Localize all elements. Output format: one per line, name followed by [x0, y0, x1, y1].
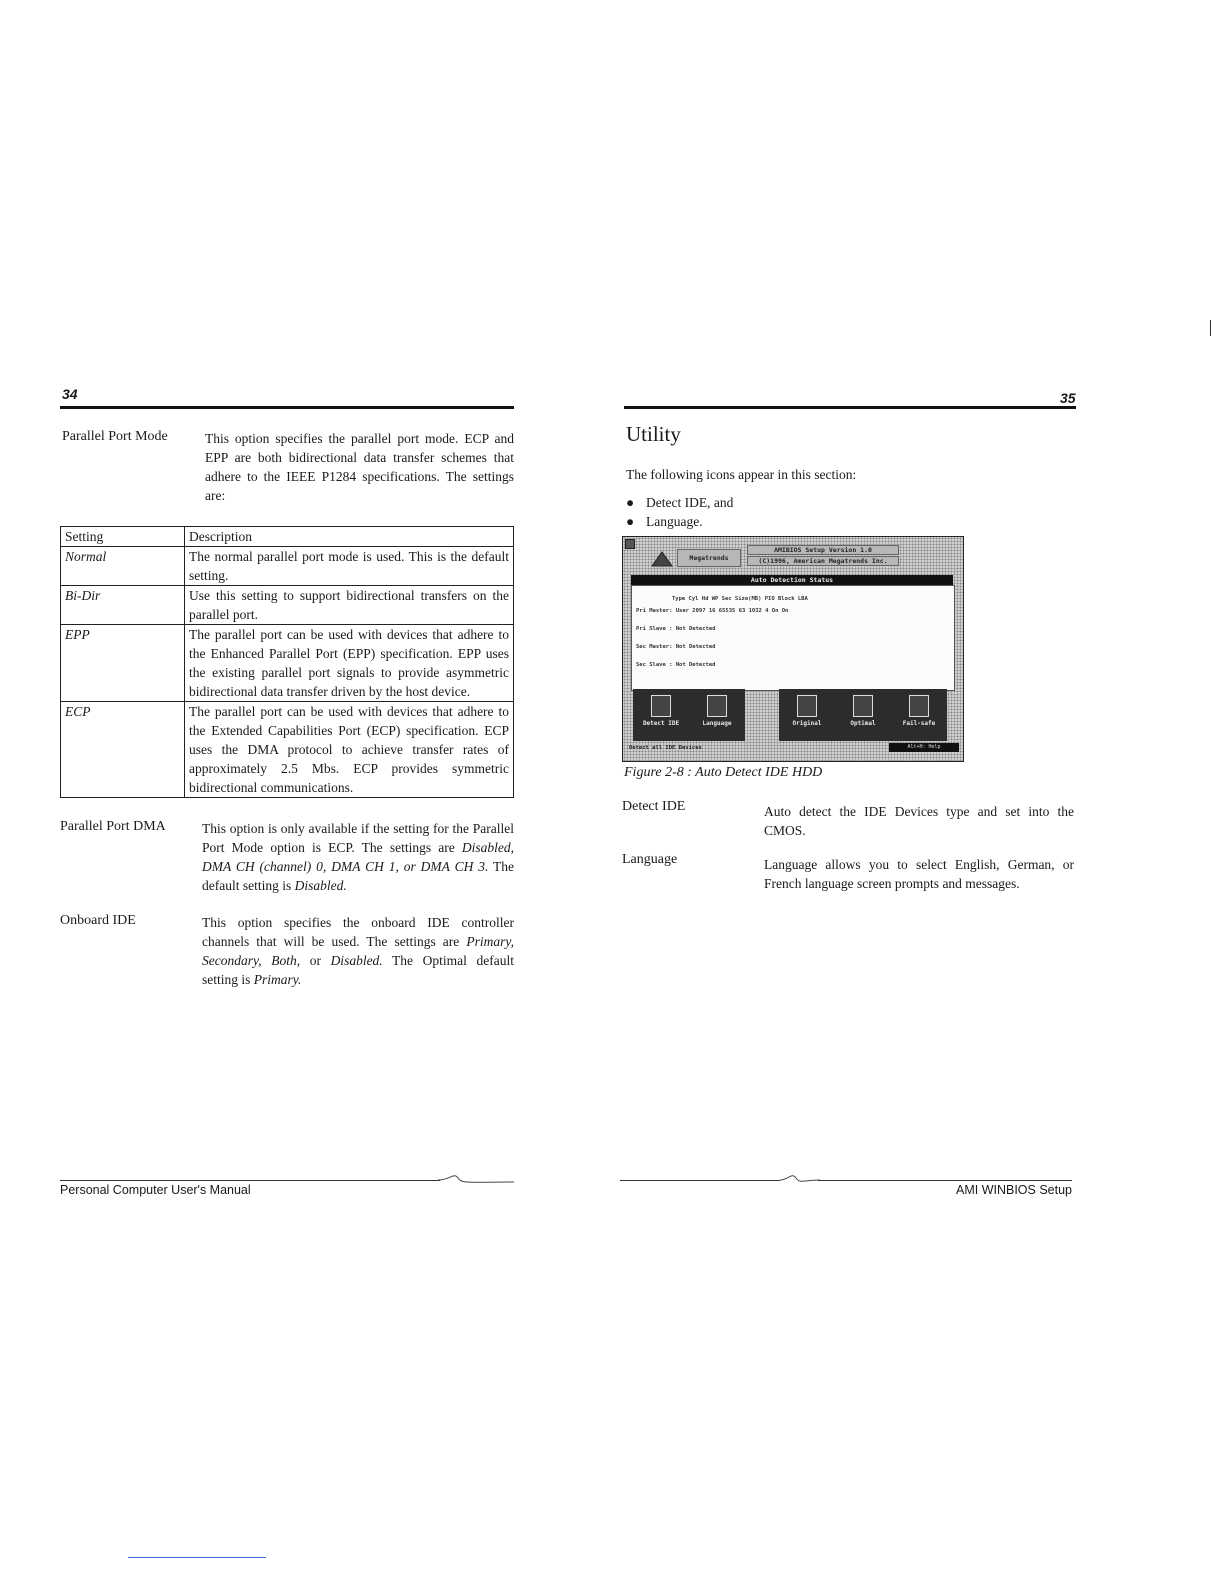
parallel-port-dma-label: Parallel Port DMA	[60, 819, 166, 834]
ide-text-part: or	[300, 953, 331, 968]
dma-text-part: The default setting is	[202, 859, 515, 893]
screen-header-right-2: (C)1996, American Megatrends Inc.	[747, 556, 899, 566]
table-header-row	[61, 527, 514, 547]
onboard-ide-text	[202, 913, 514, 989]
right-footer-rule	[620, 1180, 780, 1181]
icon-tiles	[631, 689, 953, 741]
ami-logo-icon	[651, 551, 673, 567]
status-text: Detect all IDE Devices	[629, 745, 702, 751]
help-button[interactable]: Alt+H: Help	[889, 743, 959, 752]
detect-ide-description: Auto detect the IDE Devices type and set into the CMOS.	[764, 804, 1074, 838]
dialog-row: Sec Master: Not Detected	[636, 644, 716, 650]
language-term: Language	[622, 852, 678, 867]
dialog-row: Pri Slave : Not Detected	[636, 626, 716, 632]
table-row	[61, 702, 514, 798]
section-heading: Utility	[626, 422, 681, 446]
fail-safe-icon	[909, 695, 929, 717]
settings-table	[60, 526, 514, 798]
bios-screenshot	[622, 536, 964, 762]
original-icon	[797, 695, 817, 717]
screen-header-right-1: AMIBIOS Setup Version 1.0	[747, 545, 899, 555]
table-cell-description: Use this setting to support bidirectional transfers on the parallel port.	[185, 586, 514, 625]
ide-text-part: The Optimal default setting is	[202, 953, 514, 987]
parallel-port-mode-text: This option specifies the parallel port mode. ECP and EPP are both bidirectional data transfer schemes that adhere to the IEEE P1284 specifications. The settings are:	[205, 431, 514, 503]
table-cell-setting: EPP	[61, 625, 185, 702]
tile-optimal[interactable]: Optimal	[835, 689, 891, 741]
bullet-list	[626, 493, 733, 531]
table-cell-setting: ECP	[61, 702, 185, 798]
right-footer-text: AMI WINBIOS Setup	[956, 1183, 1073, 1197]
right-page-number: 35	[1060, 390, 1076, 406]
tile-original[interactable]: Original	[779, 689, 835, 741]
table-row	[61, 586, 514, 625]
dialog-columns: Type Cyl Hd WP Sec Size(MB) PIO Block LBA	[672, 596, 808, 602]
table-row	[61, 625, 514, 702]
screen-header-left: Megatrends	[677, 549, 741, 567]
list-item: ● Detect IDE, and	[626, 495, 734, 510]
table-cell-setting: Normal	[61, 547, 185, 586]
optimal-icon	[853, 695, 873, 717]
tile-language[interactable]: Language	[689, 689, 745, 741]
right-edge-mark	[1210, 320, 1211, 336]
left-footer-ornament	[436, 1168, 516, 1188]
list-item: ● Language.	[626, 514, 703, 529]
table-cell-setting: Bi-Dir	[61, 586, 185, 625]
detect-ide-icon	[651, 695, 671, 717]
tile-detect-ide[interactable]: Detect IDE	[633, 689, 689, 741]
language-icon	[707, 695, 727, 717]
table-header-setting: Setting	[61, 527, 185, 547]
intro-text: The following icons appear in this section:	[626, 467, 857, 482]
dialog-row: Sec Slave : Not Detected	[636, 662, 716, 668]
dialog-row: Pri Master: User 2097 16 65535 63 1032 4 On On	[636, 608, 789, 614]
dialog-title: Auto Detection Status	[631, 575, 953, 585]
left-page-number: 34	[62, 386, 78, 402]
bullet-icon: ●	[626, 514, 635, 529]
dma-text-part: This option is only available if the setting for the Parallel Port Mode option is ECP. The settings are	[202, 821, 514, 855]
ide-text-part: This option specifies the onboard IDE controller channels that will be used. The settings are	[202, 915, 514, 949]
left-footer-text: Personal Computer User's Manual	[60, 1183, 251, 1197]
table-cell-description: The normal parallel port mode is used. This is the default setting.	[185, 547, 514, 586]
figure-caption: Figure 2-8 : Auto Detect IDE HDD	[624, 765, 823, 780]
dma-text-italic: Disabled, DMA CH (channel) 0, DMA CH 1, or DMA CH 3.	[202, 840, 514, 874]
table-row	[61, 547, 514, 586]
auto-detection-dialog	[631, 585, 955, 691]
ide-text-italic: Primary, Secondary, Both,	[202, 934, 514, 968]
right-footer-ornament	[780, 1168, 820, 1188]
onboard-ide-label: Onboard IDE	[60, 913, 136, 928]
bottom-blue-line	[128, 1557, 266, 1558]
ide-text-italic: Disabled.	[330, 953, 383, 968]
dma-text-italic: Disabled.	[294, 878, 347, 893]
tile-fail-safe[interactable]: Fail-safe	[891, 689, 947, 741]
parallel-port-mode-label: Parallel Port Mode	[62, 429, 168, 444]
right-footer-rule-2	[818, 1180, 1072, 1181]
window-icon	[625, 539, 635, 549]
ide-text-italic: Primary.	[253, 972, 302, 987]
left-header-rule	[60, 406, 514, 409]
language-description: Language allows you to select English, German, or French language screen prompts and messages.	[764, 857, 1074, 891]
bullet-icon: ●	[626, 495, 635, 510]
table-cell-description: The parallel port can be used with devices that adhere to the Enhanced Parallel Port (EPP) specification. EPP uses the existing parallel port signals to provide asymmetric bidirectional data transfer driven by the host device.	[185, 625, 514, 702]
table-cell-description: The parallel port can be used with devices that adhere to the Extended Capabilities Port (ECP) specification. ECP uses the DMA protocol to achieve transfer rates of approximately 2.5 Mbs. ECP provides symmetric bidirectional communications.	[185, 702, 514, 798]
right-header-rule	[624, 406, 1076, 409]
parallel-port-dma-text	[202, 819, 514, 895]
detect-ide-term: Detect IDE	[622, 799, 686, 814]
left-footer-rule	[60, 1180, 440, 1181]
table-header-description: Description	[185, 527, 514, 547]
